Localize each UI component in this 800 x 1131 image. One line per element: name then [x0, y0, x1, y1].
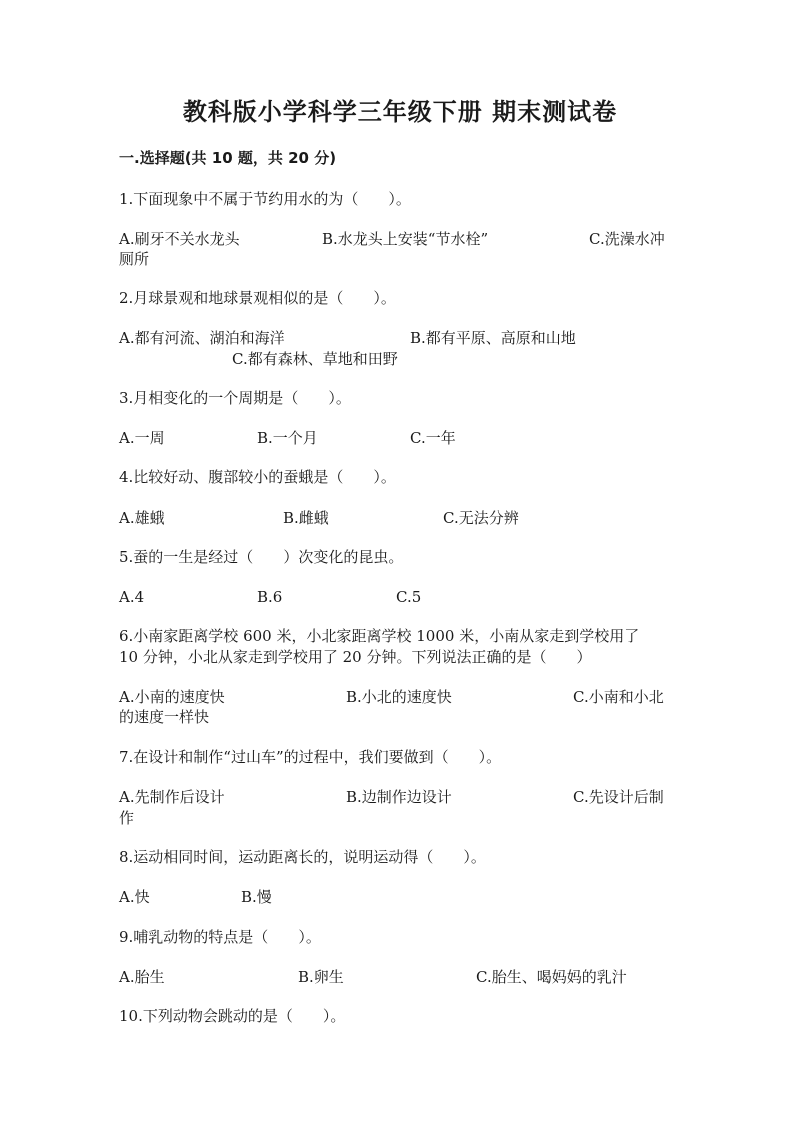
page-title: 教科版小学科学三年级下册 期末测试卷	[182, 98, 618, 126]
question-8-stem: 8.运动相同时间，运动距离长的，说明运动得（ ）。	[119, 848, 486, 866]
question-1-option-c-wrap: 厕所	[119, 250, 150, 268]
question-2-stem: 2.月球景观和地球景观相似的是（ ）。	[119, 289, 396, 307]
question-5-option-c: C.5	[396, 588, 422, 606]
question-9-stem: 9.哺乳动物的特点是（ ）。	[119, 928, 321, 946]
question-8-option-b: B.慢	[241, 888, 272, 906]
question-5-option-b: B.6	[257, 588, 283, 606]
question-9-option-c: C.胎生、喝妈妈的乳汁	[476, 968, 627, 986]
question-1-option-a: A.刷牙不关水龙头	[119, 230, 240, 248]
question-1-stem: 1.下面现象中不属于节约用水的为（ ）。	[119, 190, 411, 208]
question-2-option-c: C.都有森林、草地和田野	[232, 350, 398, 368]
section-heading: 一.选择题(共 10 题，共 20 分)	[119, 149, 337, 167]
question-3-stem: 3.月相变化的一个周期是（ ）。	[119, 389, 351, 407]
question-7-option-a: A.先制作后设计	[119, 788, 225, 806]
question-7-stem: 7.在设计和制作“过山车”的过程中，我们要做到（ ）。	[119, 748, 502, 766]
question-3-option-a: A.一周	[119, 429, 165, 447]
question-6-stem-line2: 10 分钟，小北从家走到学校用了 20 分钟。下列说法正确的是（ ）	[119, 648, 592, 666]
question-5-option-a: A.4	[119, 588, 145, 606]
question-2-option-b: B.都有平原、高原和山地	[410, 329, 576, 347]
question-1-option-c: C.洗澡水冲	[589, 230, 665, 248]
question-2-option-a: A.都有河流、湖泊和海洋	[119, 329, 285, 347]
question-7-option-b: B.边制作边设计	[346, 788, 452, 806]
question-6-option-c: C.小南和小北	[573, 688, 664, 706]
question-4-option-a: A.雄蛾	[119, 509, 165, 527]
question-6-option-a: A.小南的速度快	[119, 688, 225, 706]
question-8-option-a: A.快	[119, 888, 150, 906]
question-6-option-b: B.小北的速度快	[346, 688, 452, 706]
question-5-stem: 5.蚕的一生是经过（ ）次变化的昆虫。	[119, 548, 404, 566]
question-3-option-c: C.一年	[410, 429, 456, 447]
question-10-stem: 10.下列动物会跳动的是（ ）。	[119, 1007, 346, 1025]
question-9-option-a: A.胎生	[119, 968, 165, 986]
question-4-option-c: C.无法分辨	[443, 509, 519, 527]
question-6-stem: 6.小南家距离学校 600 米，小北家距离学校 1000 米，小南从家走到学校用了	[119, 627, 640, 645]
question-6-option-c-wrap: 的速度一样快	[119, 708, 210, 726]
question-7-option-c: C.先设计后制	[573, 788, 664, 806]
question-4-stem: 4.比较好动、腹部较小的蚕蛾是（ ）。	[119, 468, 396, 486]
question-7-option-c-wrap: 作	[119, 809, 135, 827]
question-9-option-b: B.卵生	[298, 968, 344, 986]
question-4-option-b: B.雌蛾	[283, 509, 329, 527]
question-3-option-b: B.一个月	[257, 429, 318, 447]
question-1-option-b: B.水龙头上安装“节水栓”	[322, 230, 489, 248]
